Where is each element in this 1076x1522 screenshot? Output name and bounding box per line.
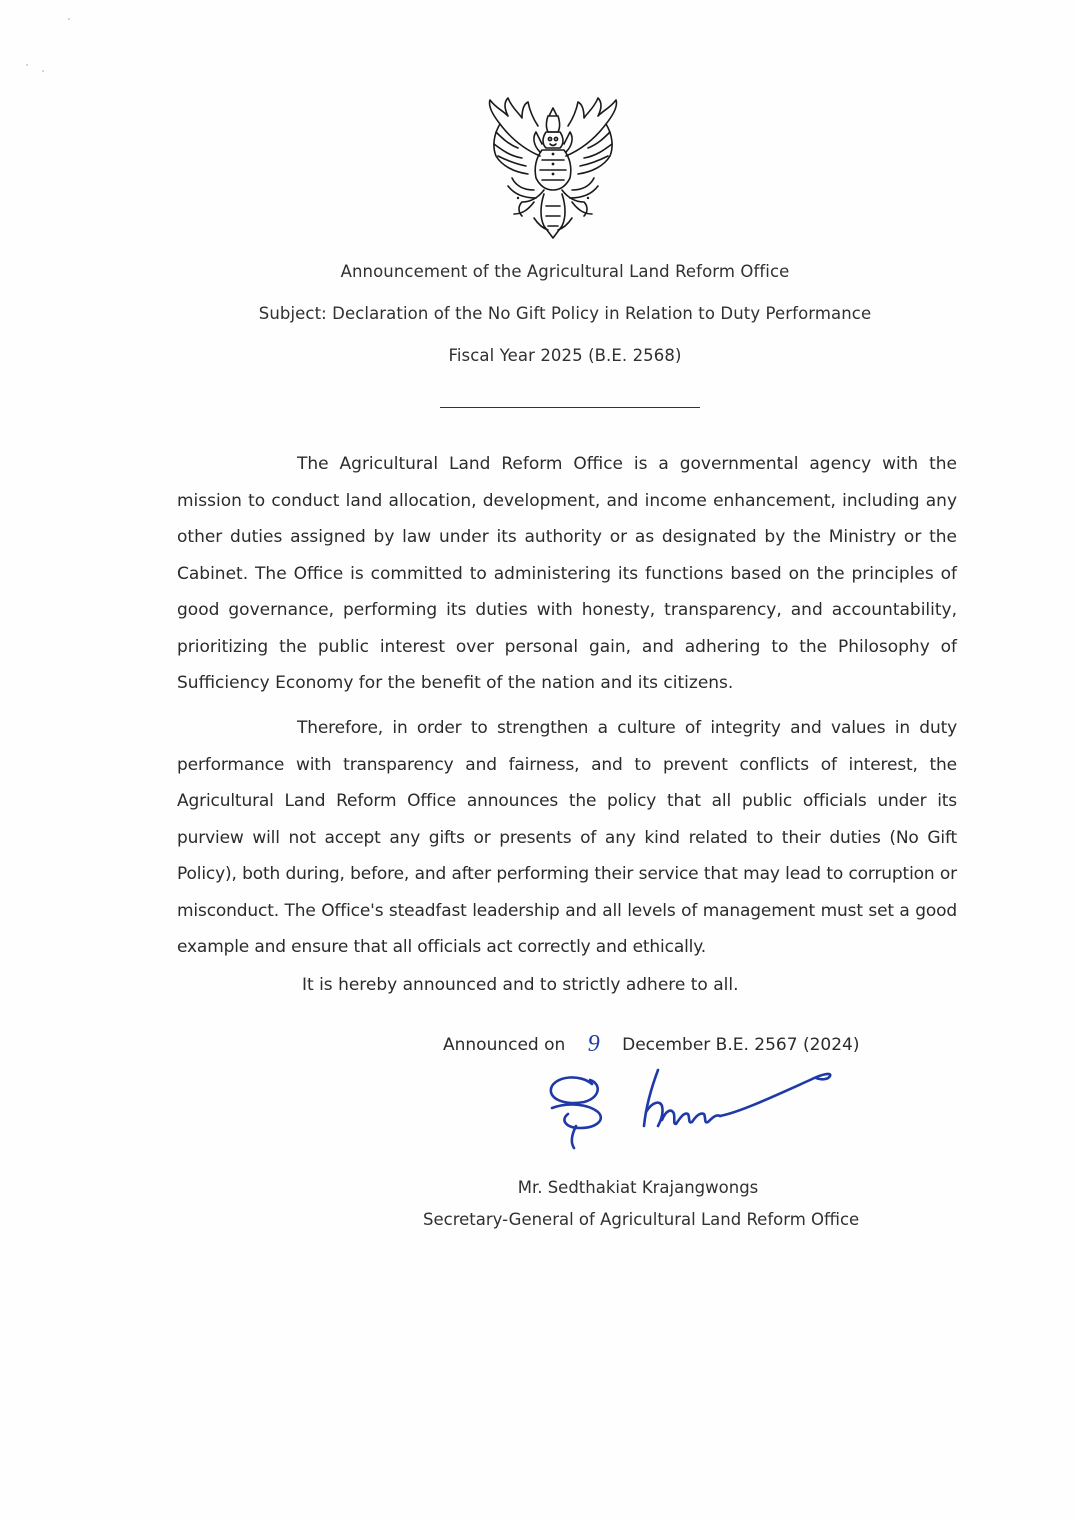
scan-speck bbox=[26, 64, 28, 66]
date-suffix: December B.E. 2567 (2024) bbox=[622, 1035, 860, 1055]
body-paragraph bbox=[177, 710, 957, 966]
paragraph-text: The Agricultural Land Reform Office is a governmental agency with the mission to conduct land allocation, development, and income enhancement, including any other duties assigned by law under its authority or as designated by the Ministry or the Cabinet. The Office is committed to administering its functions based on the principles of good governance, performing its duties with honesty, transparency, and accountability, prioritizing the public interest over personal gain, and adhering to the Philosophy of Sufficiency Economy for the benefit of the nation and its citizens. bbox=[177, 454, 957, 693]
scan-speck bbox=[68, 18, 70, 20]
fiscal-year-line: Fiscal Year 2025 (B.E. 2568) bbox=[448, 346, 682, 365]
signatory-name: Mr. Sedthakiat Krajangwongs bbox=[517, 1178, 759, 1197]
handwritten-signature bbox=[540, 1062, 840, 1152]
subject-line: Subject: Declaration of the No Gift Policy in Relation to Duty Performance bbox=[258, 304, 872, 323]
garuda-emblem-icon bbox=[478, 94, 628, 242]
announcement-heading: Announcement of the Agricultural Land Reform Office bbox=[340, 262, 790, 281]
announcement-date bbox=[443, 1030, 860, 1057]
scan-speck bbox=[42, 70, 44, 72]
divider bbox=[440, 407, 700, 408]
signatory-title: Secretary-General of Agricultural Land Reform Office bbox=[423, 1210, 860, 1229]
date-day-handwritten: 9 bbox=[587, 1031, 600, 1057]
date-prefix: Announced on bbox=[443, 1035, 566, 1055]
closing-statement: It is hereby announced and to strictly adhere to all. bbox=[302, 975, 739, 995]
body-paragraph bbox=[177, 446, 957, 702]
paragraph-text: Therefore, in order to strengthen a culture of integrity and values in duty performance with transparency and fairness, and to prevent conflicts of interest, the Agricultural Land Reform Office announces the policy that all public officials under its purview will not accept any gifts or presents of any kind related to their duties (No Gift Policy), both during, before, and after performing their service that may lead to corruption or misconduct. The Office's steadfast leadership and all levels of management must set a good example and ensure that all officials act correctly and ethically. bbox=[177, 718, 957, 957]
